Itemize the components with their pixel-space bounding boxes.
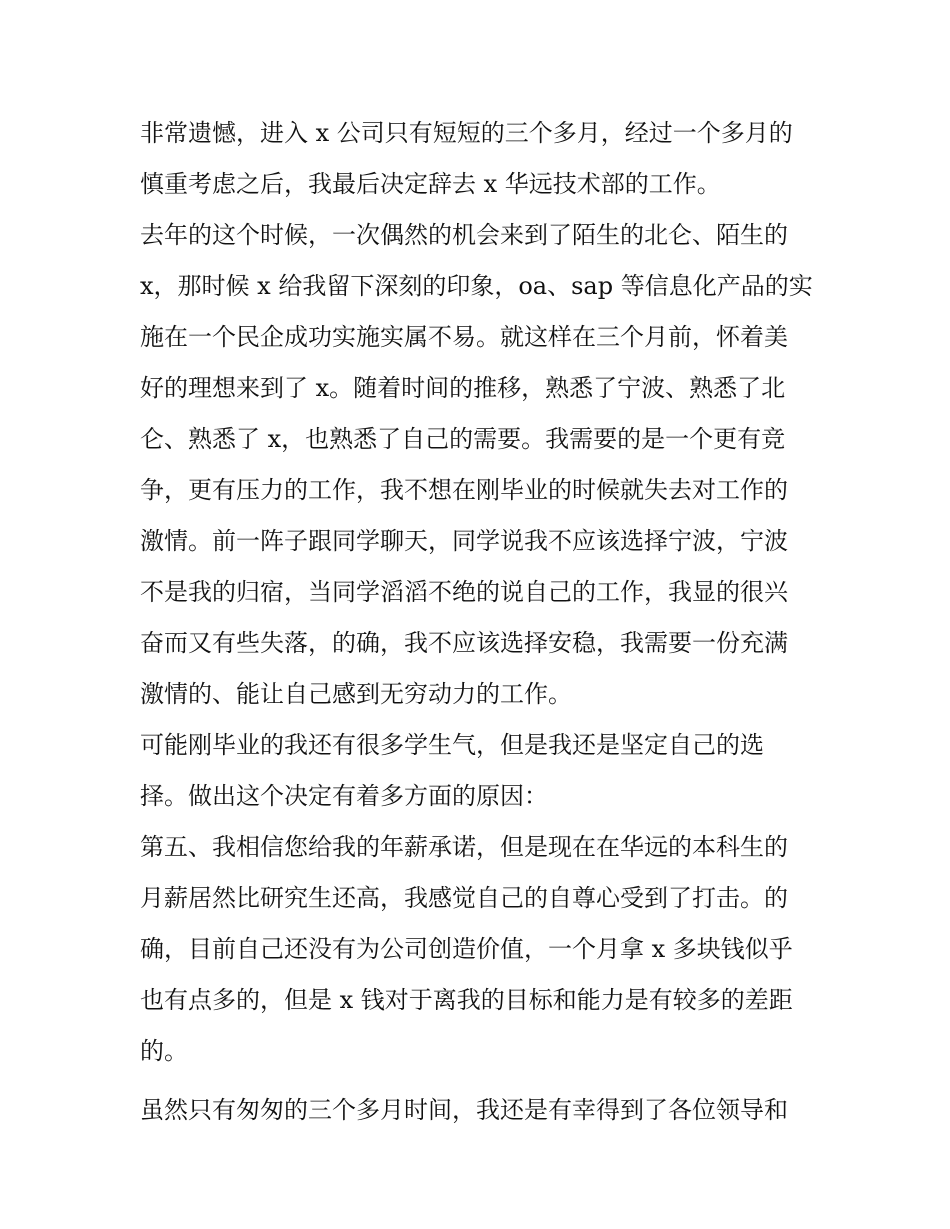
text-line: 不是我的归宿，当同学滔滔不绝的说自己的工作，我显的很兴	[140, 578, 788, 606]
text-line: 也有点多的，但是 x 钱对于离我的目标和能力是有较多的差距	[140, 986, 793, 1014]
text-line: 激情。前一阵子跟同学聊天，同学说我不应该选择宁波，宁波	[140, 527, 788, 555]
text-line: 慎重考虑之后，我最后决定辞去 x 华远技术部的工作。	[140, 170, 721, 198]
text-line: 的。	[140, 1037, 188, 1065]
document-body	[140, 108, 820, 1136]
text-line: 非常遗憾，进入 x 公司只有短短的三个多月，经过一个多月的	[140, 119, 793, 147]
text-line: 争，更有压力的工作，我不想在刚毕业的时候就失去对工作的	[140, 476, 788, 504]
text-line: 第五、我相信您给我的年薪承诺，但是现在在华远的本科生的	[140, 833, 788, 861]
text-line: 施在一个民企成功实施实属不易。就这样在三个月前，怀着美	[140, 323, 788, 351]
text-line: x，那时候 x 给我留下深刻的印象，oa、sap 等信息化产品的实	[140, 272, 813, 300]
text-line: 月薪居然比研究生还高，我感觉自己的自尊心受到了打击。的	[140, 884, 788, 912]
text-line: 奋而又有些失落，的确，我不应该选择安稳，我需要一份充满	[140, 629, 788, 657]
text-line: 激情的、能让自己感到无穷动力的工作。	[140, 680, 572, 708]
text-line: 去年的这个时候，一次偶然的机会来到了陌生的北仑、陌生的	[140, 221, 788, 249]
text-line: 仑、熟悉了 x，也熟悉了自己的需要。我需要的是一个更有竞	[140, 425, 786, 453]
text-line: 可能刚毕业的我还有很多学生气，但是我还是坚定自己的选	[140, 731, 764, 759]
text-line: 择。做出这个决定有着多方面的原因：	[140, 782, 548, 810]
text-line: 好的理想来到了 x。随着时间的推移，熟悉了宁波、熟悉了北	[140, 374, 786, 402]
text-line: 确，目前自己还没有为公司创造价值，一个月拿 x 多块钱似乎	[140, 935, 793, 963]
text-line: 虽然只有匆匆的三个多月时间，我还是有幸得到了各位领导和	[140, 1096, 788, 1124]
